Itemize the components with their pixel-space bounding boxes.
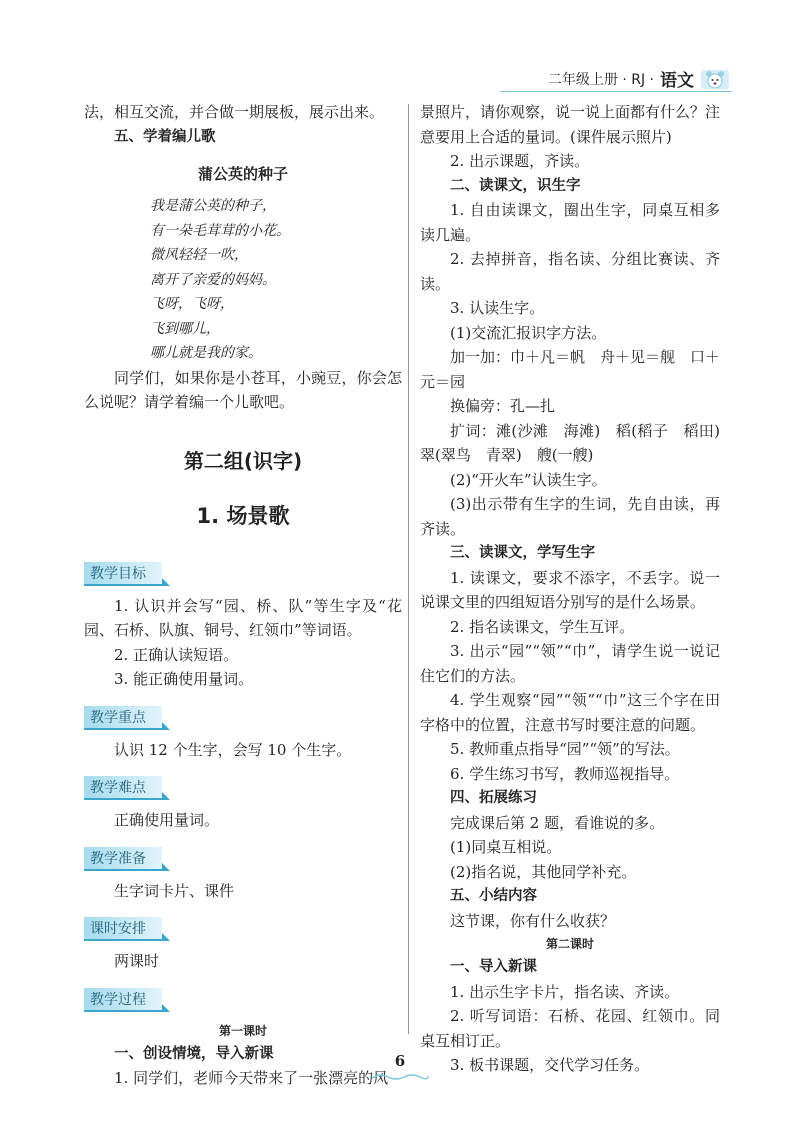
paragraph: 3. 板书课题，交代学习任务。 bbox=[450, 1056, 650, 1074]
poem-line: 有一朵毛茸茸的小花。 bbox=[150, 222, 290, 239]
section-heading: 五、学着编儿歌 bbox=[114, 128, 216, 145]
bear-mascot-icon bbox=[700, 67, 730, 91]
paragraph: (1)交流汇报识字方法。 bbox=[450, 323, 607, 342]
page-number: 6 bbox=[394, 1052, 406, 1070]
goal-item: 3. 能正确使用量词。 bbox=[114, 670, 254, 688]
column-divider bbox=[408, 104, 409, 1034]
paragraph: 1. 同学们，老师今天带来了一张漂亮的风 bbox=[114, 1069, 389, 1087]
paragraph: 2. 去掉拼音，指名读、分组比赛读、齐读。 bbox=[420, 250, 720, 293]
paragraph: 加一加：巾＋凡＝帆 舟＋见＝舰 口＋元＝园 bbox=[420, 348, 721, 391]
paragraph: 5. 教师重点指导“园”“领”的写法。 bbox=[450, 740, 680, 758]
header-rule bbox=[500, 91, 732, 92]
poem-line: 飞到哪儿， bbox=[150, 320, 220, 337]
section-heading: 五、小结内容 bbox=[450, 888, 537, 904]
poem bbox=[84, 194, 402, 366]
paragraph: (3)出示带有生字的生词，先自由读，再齐读。 bbox=[420, 495, 720, 538]
paragraph: 同学们，如果你是小苍耳，小豌豆，你会怎么说呢？请学着编一个儿歌吧。 bbox=[84, 368, 402, 411]
left-column bbox=[84, 100, 402, 1091]
key-points-text: 认识 12 个生字，会写 10 个生字。 bbox=[114, 740, 352, 759]
paragraph: 换偏旁：孔—扎 bbox=[450, 397, 556, 415]
paragraph: 2. 出示课题，齐读。 bbox=[450, 152, 590, 170]
difficulties-text: 正确使用量词。 bbox=[114, 811, 220, 829]
poem-line: 我是蒲公英的种子， bbox=[150, 198, 276, 214]
poem-title: 蒲公英的种子 bbox=[197, 165, 288, 183]
poem-line: 飞呀，飞呀， bbox=[150, 296, 234, 312]
goal-item: 1. 认识并会写“园、桥、队”等生字及“花园、石桥、队旗、铜号、红领巾”等词语。 bbox=[84, 596, 402, 639]
paragraph: 景照片，请你观察，说一说上面都有什么？注意要用上合适的量词。(课件展示照片) bbox=[420, 103, 721, 146]
goal-item: 2. 正确认读短语。 bbox=[114, 645, 239, 664]
lesson-period-title: 第一课时 bbox=[218, 1023, 267, 1038]
lesson-period-title: 第二课时 bbox=[545, 937, 594, 951]
group-title: 第二组(识字) bbox=[183, 448, 303, 473]
right-column bbox=[420, 100, 736, 1078]
book-label: 二年级上册 · RJ · bbox=[547, 71, 654, 88]
paragraph: 2. 指名读课文，学生互评。 bbox=[450, 617, 635, 636]
paragraph: (2)“开火车”认读生字。 bbox=[450, 470, 607, 489]
paragraph: 扩词：滩(沙滩 海滩) 稻(稻子 稻田) 翠(翠鸟 青翠) 艘(一艘) bbox=[420, 421, 736, 464]
poem-line: 哪儿就是我的家。 bbox=[150, 345, 262, 361]
tag-preparation: 教学准备 bbox=[84, 847, 162, 871]
paragraph: 1. 自由读课文，圈出生字，同桌互相多读几遍。 bbox=[420, 201, 720, 244]
paragraph: 1. 出示生字卡片，指名读、齐读。 bbox=[450, 982, 680, 1001]
paragraph: 法，相互交流，并合做一期展板，展示出来。 bbox=[84, 103, 385, 121]
section-heading: 二、读课文，识生字 bbox=[450, 177, 581, 194]
tag-process: 教学过程 bbox=[84, 988, 162, 1012]
tag-difficulties: 教学难点 bbox=[84, 776, 162, 800]
poem-line: 微风轻轻一吹， bbox=[150, 247, 248, 263]
lesson-title: 1. 场景歌 bbox=[196, 503, 290, 528]
page-header bbox=[548, 66, 730, 91]
tag-schedule: 课时安排 bbox=[84, 917, 162, 941]
paragraph: 完成课后第 2 题，看谁说的多。 bbox=[450, 813, 665, 832]
paragraph: 3. 认读生字。 bbox=[450, 299, 545, 317]
tag-teaching-goals: 教学目标 bbox=[84, 562, 162, 586]
poem-line: 离开了亲爱的妈妈。 bbox=[150, 271, 276, 288]
section-heading: 一、创设情境，导入新课 bbox=[114, 1045, 274, 1062]
section-heading: 一、导入新课 bbox=[450, 959, 537, 975]
preparation-text: 生字词卡片、课件 bbox=[114, 881, 235, 900]
paragraph: 4. 学生观察“园”“领”“巾”这三个字在田字格中的位置，注意书写时要注意的问题。 bbox=[420, 691, 720, 734]
subject-label: 语文 bbox=[660, 71, 694, 91]
paragraph: (2)指名说，其他同学补充。 bbox=[450, 862, 637, 881]
section-heading: 三、读课文，学写生字 bbox=[450, 545, 595, 561]
paragraph: 6. 学生练习书写，教师巡视指导。 bbox=[450, 764, 680, 783]
wave-ornament-icon bbox=[370, 1072, 430, 1082]
paragraph: 3. 出示“园”“领”“巾”，请学生说一说记住它们的方法。 bbox=[420, 642, 720, 685]
schedule-text: 两课时 bbox=[114, 952, 160, 970]
tag-key-points: 教学重点 bbox=[84, 706, 162, 730]
paragraph: 1. 读课文，要求不添字，不丢字。说一说课文里的四组短语分别写的是什么场景。 bbox=[420, 568, 720, 611]
section-heading: 四、拓展练习 bbox=[450, 790, 537, 806]
paragraph: (1)同桌互相说。 bbox=[450, 838, 562, 856]
paragraph: 这节课，你有什么收获？ bbox=[450, 911, 616, 930]
paragraph: 2. 听写词语：石桥、花园、红领巾。同桌互相订正。 bbox=[420, 1007, 720, 1050]
